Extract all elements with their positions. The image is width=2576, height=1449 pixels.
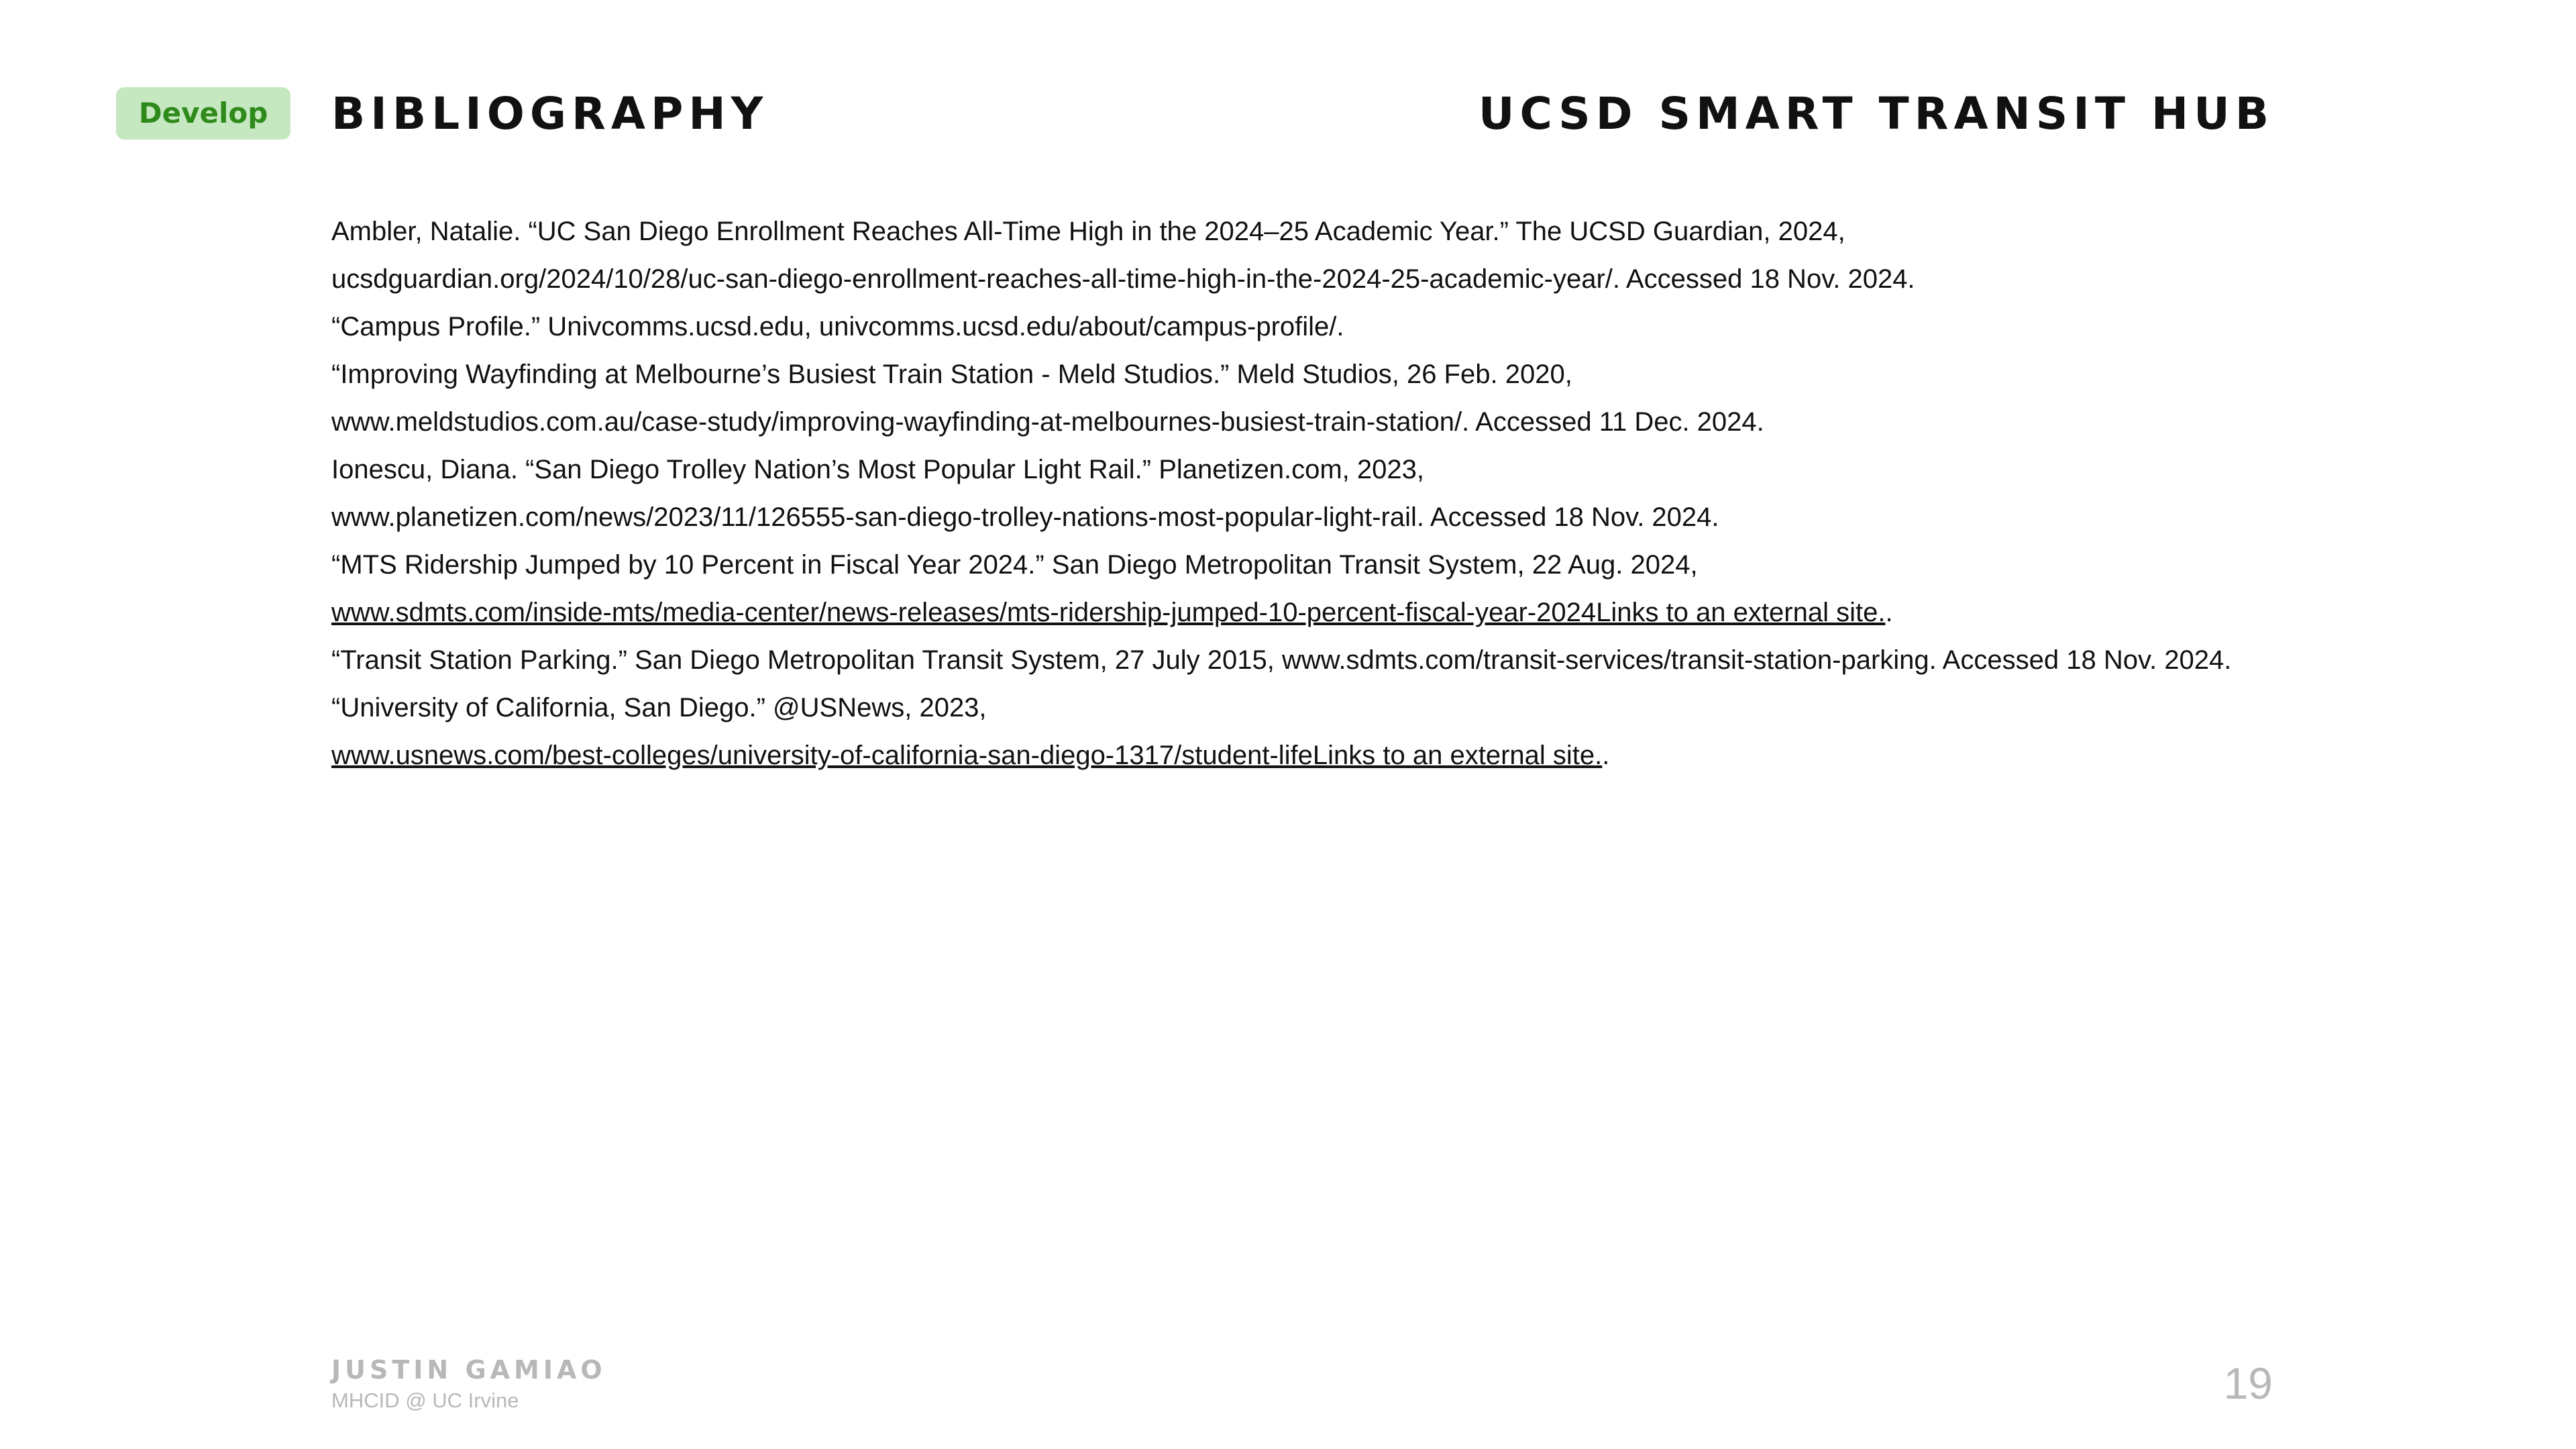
citation-text: “Transit Station Parking.” San Diego Metropolitan Transit System, 27 July 2015, www.sdmts.com/transit-services/transit-station-parking. Accessed 18 Nov. 2024. (331, 645, 2232, 675)
bibliography-entry-campus-profile (331, 303, 2304, 351)
citation-link-line (331, 732, 2304, 780)
citation-text: “Improving Wayfinding at Melbourne’s Busiest Train Station - Meld Studios.” Meld Studios, 26 Feb. 2020, (331, 360, 1572, 389)
citation-url: ucsdguardian.org/2024/10/28/uc-san-diego-enrollment-reaches-all-time-high-in-the-2024-25-academic-year/. Accessed 18 Nov. 2024. (331, 264, 1915, 294)
citation-link[interactable]: www.usnews.com/best-colleges/university-of-california-san-diego-1317/student-lifeLinks to an external site. (331, 741, 1603, 770)
bibliography-list (331, 208, 2304, 780)
bibliography-entry-ambler (331, 208, 2304, 303)
page-number: 19 (2223, 1358, 2273, 1408)
citation-text: Ambler, Natalie. “UC San Diego Enrollment Reaches All-Time High in the 2024–25 Academic Year.” The UCSD Guardian, 2024, (331, 217, 1845, 246)
bibliography-entry-ionescu (331, 446, 2304, 541)
citation-text: “MTS Ridership Jumped by 10 Percent in Fiscal Year 2024.” San Diego Metropolitan Transit System, 22 Aug. 2024, (331, 550, 1698, 580)
bibliography-entry-transit-parking (331, 637, 2304, 684)
citation-link-suffix: . (1602, 741, 1610, 770)
citation-text: Ionescu, Diana. “San Diego Trolley Nation’s Most Popular Light Rail.” Planetizen.com, 2023, (331, 455, 1425, 484)
section-title: BIBLIOGRAPHY (331, 88, 769, 140)
bibliography-entry-meld-studios (331, 351, 2304, 446)
citation-link[interactable]: www.sdmts.com/inside-mts/media-center/news-releases/mts-ridership-jumped-10-percent-fiscal-year-2024Links to an external site. (331, 598, 1886, 627)
citation-text: “Campus Profile.” Univcomms.ucsd.edu, univcomms.ucsd.edu/about/campus-profile/. (331, 312, 1344, 341)
citation-link-line (331, 589, 2304, 637)
citation-url: www.meldstudios.com.au/case-study/improving-wayfinding-at-melbournes-busiest-train-station/. Accessed 11 Dec. 2024. (331, 407, 1764, 437)
citation-link-suffix: . (1885, 598, 1893, 627)
author-affiliation: MHCID @ UC Irvine (331, 1389, 519, 1412)
phase-badge: Develop (116, 87, 290, 140)
project-title: UCSD SMART TRANSIT HUB (1478, 88, 2274, 140)
citation-url: www.planetizen.com/news/2023/11/126555-san-diego-trolley-nations-most-popular-light-rail. Accessed 18 Nov. 2024. (331, 502, 1719, 532)
author-name: JUSTIN GAMIAO (331, 1355, 606, 1385)
bibliography-entry-usnews (331, 684, 2304, 780)
bibliography-entry-mts-ridership (331, 541, 2304, 637)
citation-text: “University of California, San Diego.” @USNews, 2023, (331, 693, 987, 722)
